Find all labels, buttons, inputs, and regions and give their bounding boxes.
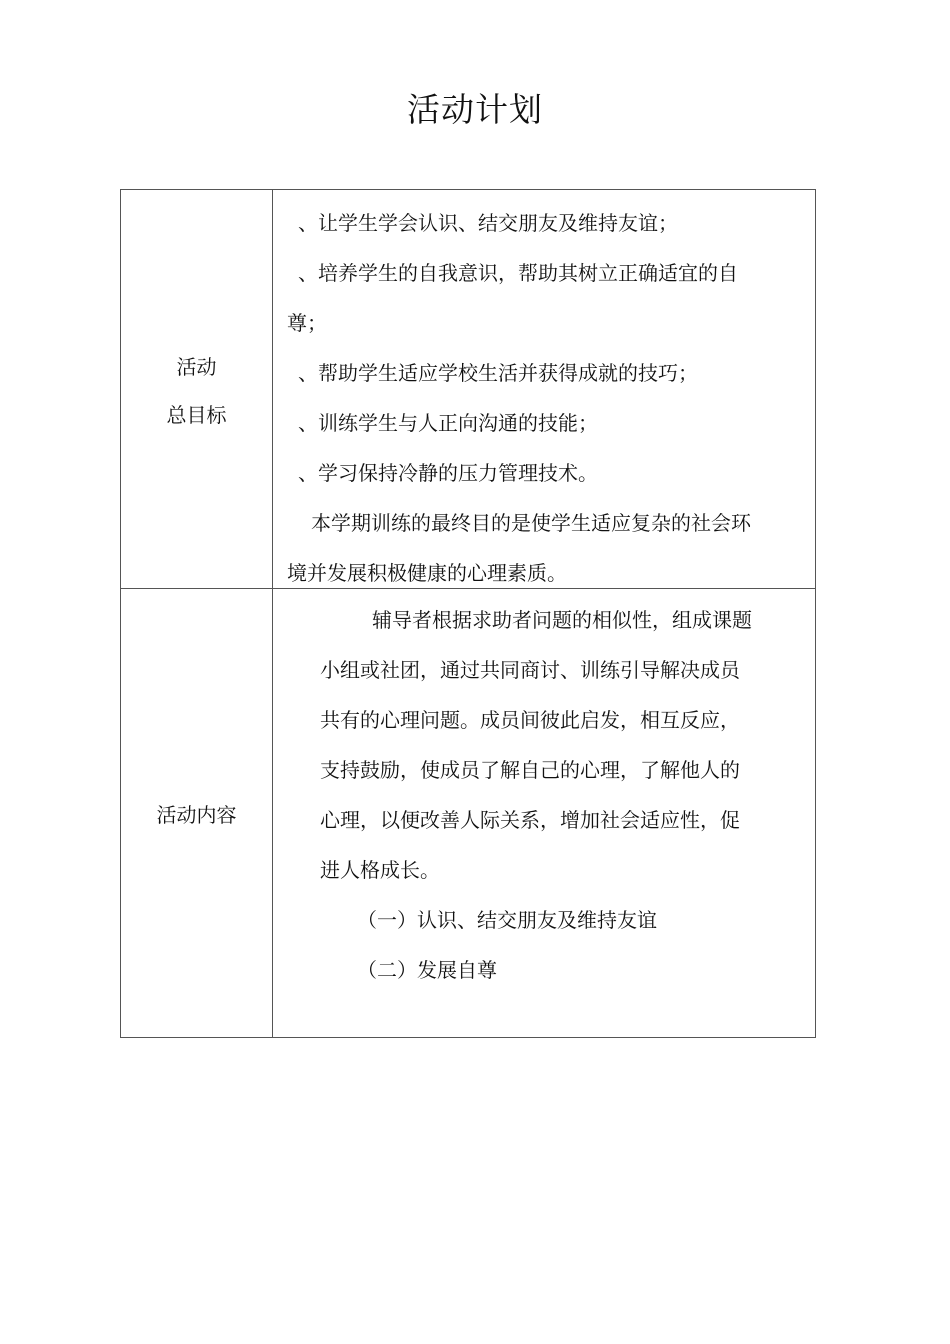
- activity-plan-table: [120, 189, 816, 1038]
- content-label-cell: 活动内容: [156, 803, 237, 827]
- content-line: 支持鼓励，使成员了解自己的心理，了解他人的: [320, 758, 740, 782]
- goal-line: 、帮助学生适应学校生活并获得成就的技巧；: [298, 361, 698, 385]
- goal-summary-line: 境并发展积极健康的心理素质。: [287, 561, 567, 585]
- content-line: 辅导者根据求助者问题的相似性，组成课题: [372, 608, 752, 632]
- goal-summary-line: 本学期训练的最终目的是使学生适应复杂的社会环: [311, 511, 751, 535]
- goal-line: 、训练学生与人正向沟通的技能；: [298, 411, 598, 435]
- page-title: 活动计划: [407, 90, 543, 129]
- goals-label-cell: [121, 343, 272, 439]
- goal-line: 、培养学生的自我意识，帮助其树立正确适宜的自: [298, 261, 738, 285]
- content-line: 小组或社团，通过共同商讨、训练引导解决成员: [320, 658, 740, 682]
- content-row: [121, 588, 815, 1038]
- goal-line: 、让学生学会认识、结交朋友及维持友谊；: [298, 211, 678, 235]
- goal-line: 尊；: [287, 311, 327, 335]
- goals-row: [121, 190, 815, 588]
- goals-label-line-1: 活动: [176, 355, 217, 379]
- content-subheading: （一）认识、结交朋友及维持友谊: [357, 908, 657, 932]
- content-line: 共有的心理问题。成员间彼此启发，相互反应，: [320, 708, 740, 732]
- content-subheading: （二）发展自尊: [357, 958, 497, 982]
- content-line: 心理，以便改善人际关系，增加社会适应性，促: [320, 808, 740, 832]
- goals-label-line-2: 总目标: [166, 403, 227, 427]
- goal-line: 、学习保持冷静的压力管理技术。: [298, 461, 598, 485]
- content-line: 进人格成长。: [320, 858, 440, 882]
